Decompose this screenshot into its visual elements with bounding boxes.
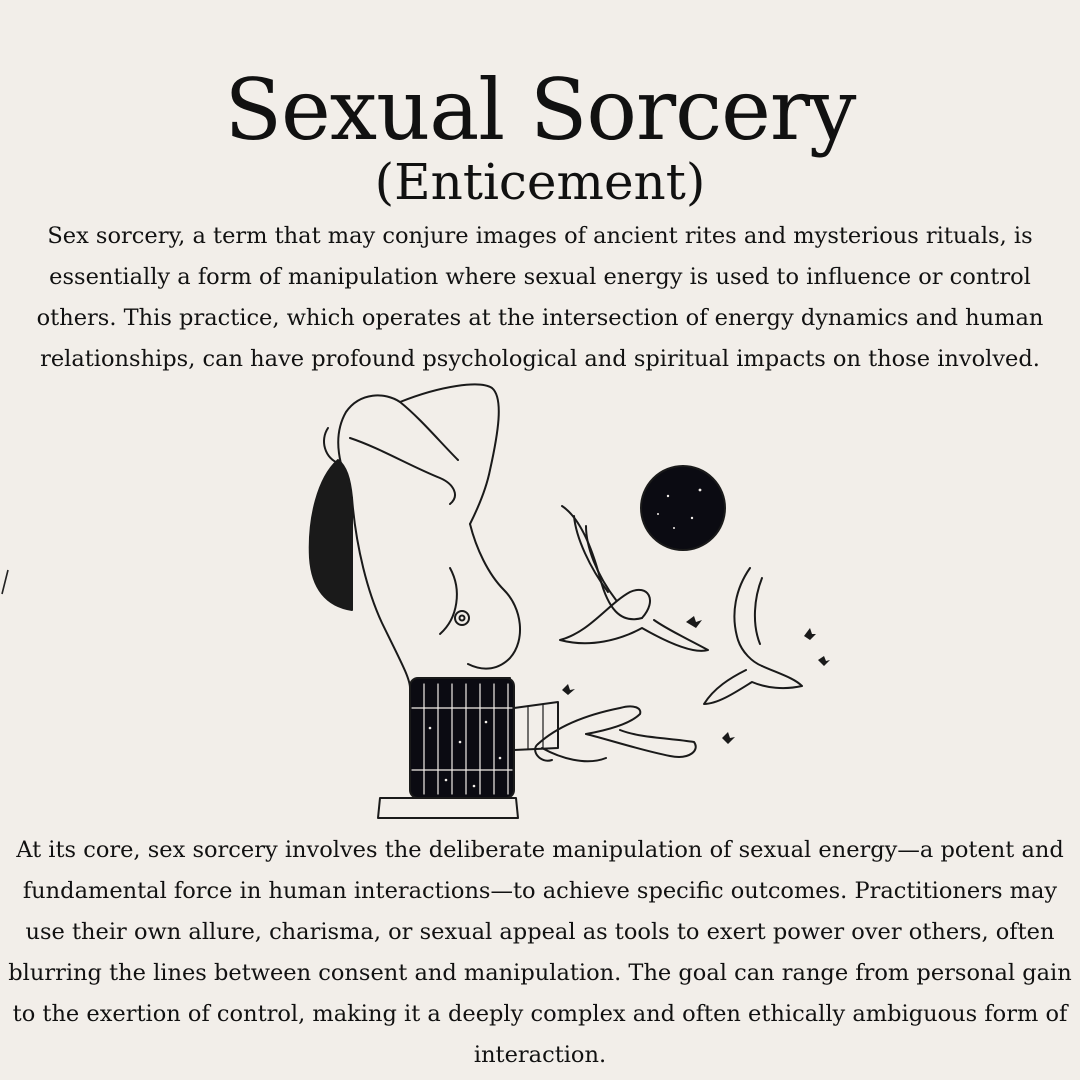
core-paragraph: At its core, sex sorcery involves the deliberate manipulation of sexual energy—a potent and fundamental force in human interactions—to achieve specific outcomes. Practitioners may use their own allure, charisma, or sexual appeal as tools to exert power over others, often blurring the lines between consent and manipulation. The goal can range from personal gain to the exertion of control, making it a deeply complex and often ethically ambiguous form of interaction. [8, 837, 1072, 1068]
cage-base [378, 798, 518, 818]
edge-line-icon [0, 568, 12, 598]
moon-icon [641, 466, 725, 550]
arm-left [338, 395, 458, 498]
arm-right [400, 384, 499, 524]
torso-outline [352, 498, 410, 688]
small-birds-icon [562, 616, 830, 744]
birdcage [410, 678, 514, 798]
figure-illustration [290, 378, 850, 833]
forearm-cross [350, 438, 455, 504]
intro-paragraph: Sex sorcery, a term that may conjure images of ancient rites and mysterious rituals, is essentially a form of manipulation where sexual energy is used to influence or control others. This practice, which operates at the intersection of energy dynamics and human relationships, can have profound psychological and spiritual impacts on those involved. [36, 223, 1044, 372]
bird-right-icon [704, 568, 802, 704]
page-subtitle: (Enticement) [374, 153, 706, 211]
page-title: Sexual Sorcery [224, 61, 856, 159]
cage-door [514, 702, 558, 750]
bird-lower-icon [535, 706, 696, 761]
